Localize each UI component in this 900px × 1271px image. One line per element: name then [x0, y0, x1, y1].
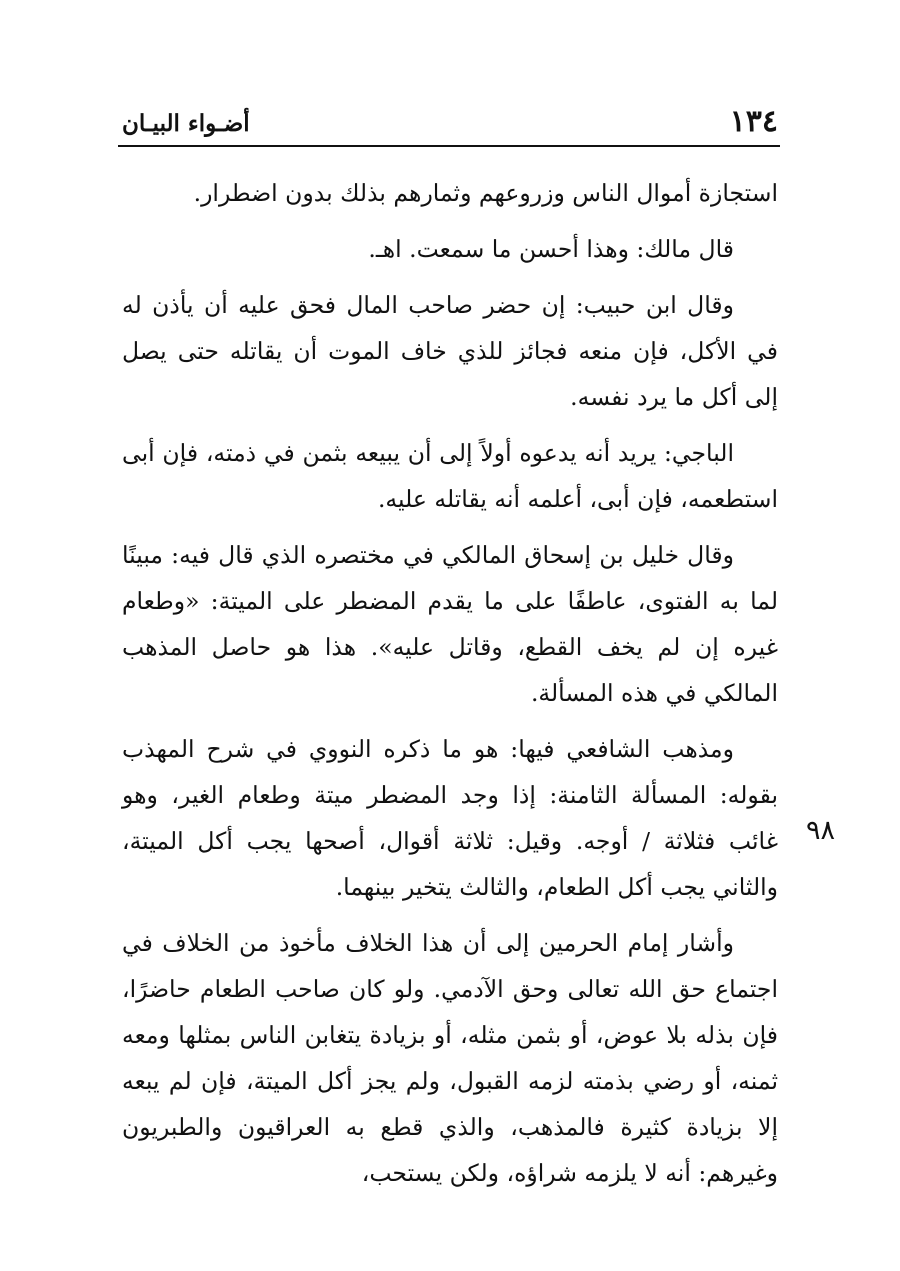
page-number: ١٣٤ [729, 104, 778, 139]
paragraph: وقال ابن حبيب: إن حضر صاحب المال فحق عليه أن يأذن له في الأكل، فإن منعه فجائز للذي خاف الموت أن يقاتله حتى يصل إلى أكل ما يرد نفسه. [122, 291, 778, 411]
running-title: أضـواء البيـان [122, 110, 250, 137]
page-header [122, 104, 778, 144]
paragraph: وقال خليل بن إسحاق المالكي في مختصره الذي قال فيه: مبينًا لما به الفتوى، عاطفًا على ما يقدم المضطر على الميتة: «وطعام غيره إن لم يخف القطع، وقاتل عليه». هذا هو حاصل المذهب المالكي في هذه المسألة. [122, 541, 778, 707]
main-text [122, 170, 778, 1206]
paragraph: وأشار إمام الحرمين إلى أن هذا الخلاف مأخوذ من الخلاف في اجتماع حق الله تعالى وحق الآدمي. ولو كان صاحب الطعام حاضرًا، فإن بذله بلا عوض، أو بثمن مثله، أو بزيادة يتغابن الناس بمثلها ومعه ثمنه، أو رضي بذمته لزمه القبول، ولم يجز أكل الميتة، فإن لم يبعه إلا بزيادة كثيرة فالمذهب، والذي قطع به العراقيون والطبريون وغيرهم: أنه لا يلزمه شراؤه، ولكن يستحب، [122, 929, 778, 1187]
header-divider [118, 145, 780, 147]
paragraph: الباجي: يريد أنه يدعوه أولاً إلى أن يبيعه بثمن في ذمته، فإن أبى استطعمه، فإن أبى، أعلمه أنه يقاتله عليه. [122, 439, 778, 513]
margin-page-reference: ٩٨ [806, 815, 836, 846]
paragraph: قال مالك: وهذا أحسن ما سمعت. اهـ. [368, 235, 734, 263]
paragraph: ومذهب الشافعي فيها: هو ما ذكره النووي في شرح المهذب بقوله: المسألة الثامنة: إذا وجد المضطر ميتة وطعام الغير، وهو غائب فثلاثة / أوجه. وقيل: ثلاثة أقوال، أصحها يجب أكل الميتة، والثاني يجب أكل الطعام، والثالث يتخير بينهما. [122, 735, 778, 901]
paragraph: استجازة أموال الناس وزروعهم وثمارهم بذلك بدون اضطرار. [193, 179, 778, 207]
